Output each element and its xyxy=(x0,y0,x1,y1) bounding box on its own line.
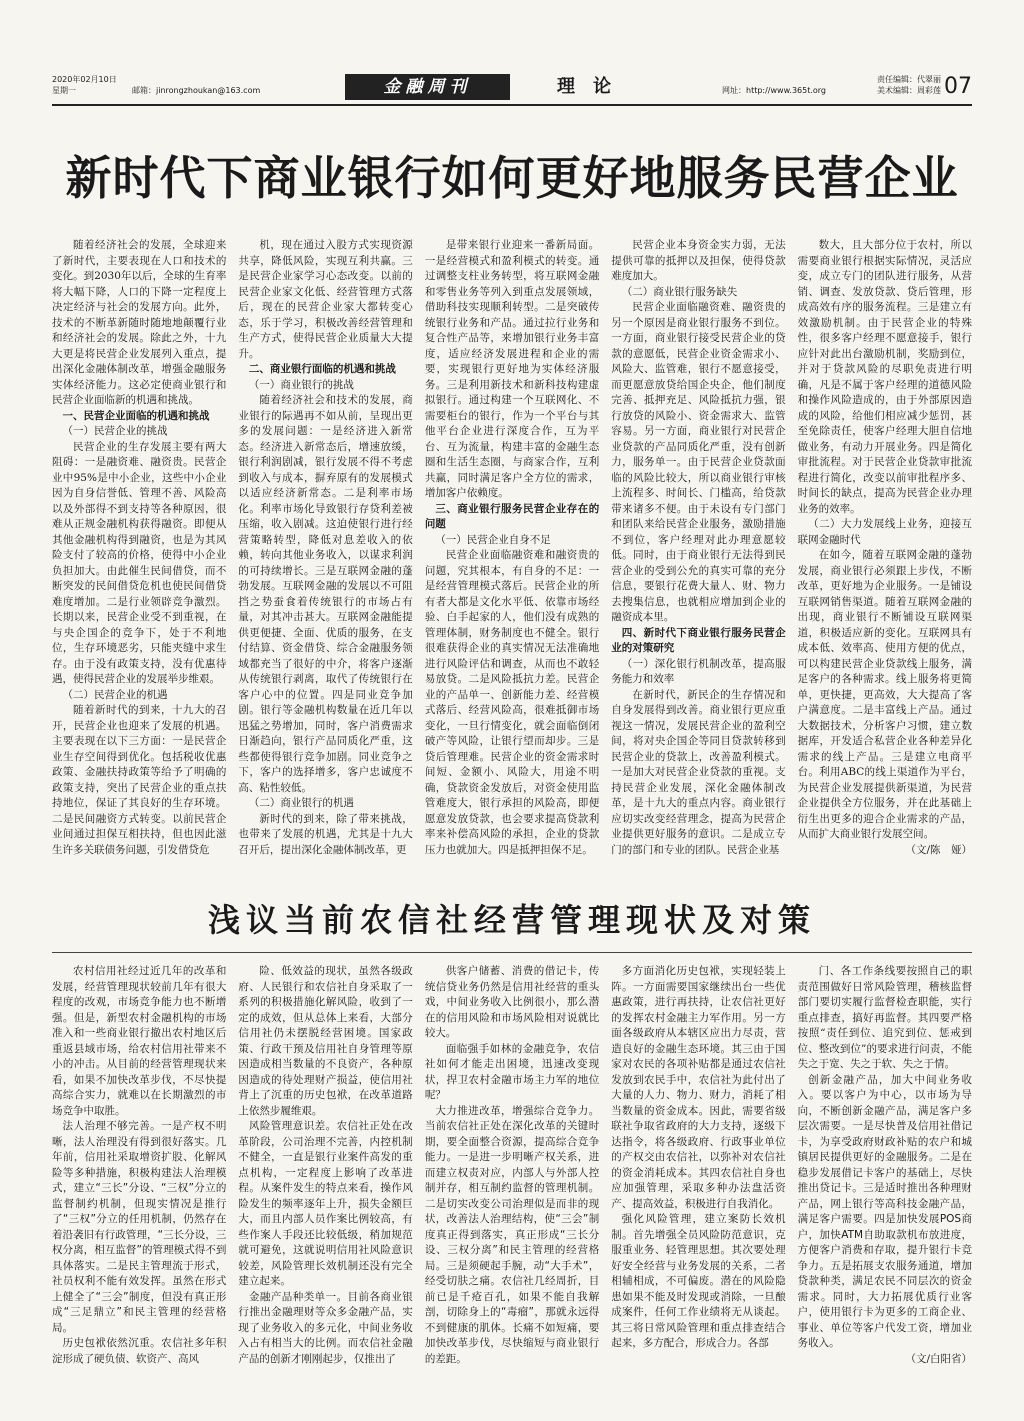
subsection-paragraph: （一）商业银行的挑战 xyxy=(248,378,354,391)
issue-date: 2020年02月10日 xyxy=(52,75,117,84)
section-heading: 一、民营企业面临的机遇和挑战 xyxy=(62,409,210,422)
paragraph: 随着经济社会的发展，全球迎来了新时代，主要表现在人口和技术的变化。到2030年以后，全球的生育率将大幅下降，人口的下降一定程度上决定经济与社会的发展方向。此外，技术的不断革新随时随地地颠覆行业和经济社会的发展。除此之外，十九大更是将民营企业发展列入重点，提出深化金融体制改革，增强金融服务实体经济能力。这必定使商业银行和民营企业面临新的机遇和挑战。 xyxy=(52,239,227,406)
subsection-paragraph: 历史包袱依然沉重。农信社多年积淀形成了硬负债、软资产、高风 xyxy=(52,1337,227,1365)
website-url: 网址：http://www.365t.org xyxy=(722,86,827,95)
art-editor: 美术编辑：周彩莲 xyxy=(877,86,941,95)
section-heading: 四、新时代下商业银行服务民营企业的对策研究 xyxy=(611,626,786,654)
paragraph: 面临强手如林的金融竞争，农信社如何才能走出困境，迅速改变现状，捍卫农村金融市场主力军的地位呢？ xyxy=(424,1042,600,1101)
author-byline: （文/白阳省） xyxy=(905,1352,973,1365)
paragraph: 险、低效益的现状，虽然各级政府、人民银行和农信社自身采取了一系列的积极措施化解风险，收到了一定的成效，但从总体上来看，大部分信用社仍未摆脱经营困境。国家政策、行政干预及信用社自身管理等原因造成相当数量的不良资产，各种原因造成的待处理财产损益，使信用社背上了沉重的历史包袱，在改革道路上依然步履维艰。 xyxy=(238,965,413,1117)
header-rule xyxy=(52,104,972,106)
paragraph: 在如今，随着互联网金融的蓬勃发展，商业银行必须跟上步伐，不断改革，更好地为企业服务。一是铺设互联网销售渠道。随着互联网金融的出现，商业银行不断铺设互联网渠道，积极适应新的变化。互联网具有成本低、效率高、使用方便的优点，可以构建民营企业贷款线上服务，满足客户的各种需求。线上服务将更简单，更快捷，更高效，大大提高了客户满意度。二是丰富线上产品。通过大数据技术，分析客户习惯，建立数据库，开发适合私营企业各种差异化需求的线上产品。三是建立电商平台。利用ABC的线上渠道作为平台，为民营企业发展提供新渠道，为民营企业提供全方位服务，并在此基础上衍生出更多的迎合企业需求的产品，从而扩大商业银行发展空间。 xyxy=(797,549,973,840)
paragraph: 机，现在通过入股方式实现资源共享，降低风险，实现互利共赢。三是民营企业家学习心态改变。以前的民营企业家文化低、经营管理方式落后，现在的民营企业家大都转变心态，乐于学习，积极改善经营管理和生产方式，使得民营企业质量大大提升。 xyxy=(238,239,413,360)
subsection-paragraph: 强化风险管理，建立案防长效机制。首先增强全员风险防范意识，克服重业务、轻管理思想。其次要处理好安全经营与业务发展的关系，二者相辅相成，不可偏废。潜在的风险隐患如果不能及时发现或消除，一旦酿成案件，任何工作业绩将无从谈起。其三将日常风险管理和重点排查结合起来，多方配合，形成合力。各部 xyxy=(611,1213,786,1349)
paragraph: 随着新时代的到来，十九大的召开，民营企业也迎来了发展的机遇。主要表现在以下三方面：一是民营企业生存空间得到优化。包括税收优惠政策、金融扶持政策等给予了明确的政策支持，突出了民营企业的重点扶持地位，保证了其良好的生存环境。二是民间融资方式转变。以前民营企业间通过担保互相扶持，但也因此滋生许多关联债务问题，引发借贷危 xyxy=(52,704,227,856)
publication-banner: 金融周刊 xyxy=(345,74,510,100)
article-2-title: 浅议当前农信社经营管理现状及对策 xyxy=(207,901,816,939)
subsection-paragraph: （二）商业银行服务缺失 xyxy=(621,285,738,298)
responsible-editor: 责任编辑：代翠丽 xyxy=(877,75,941,84)
paragraph: 是带来银行业迎来一番新局面。一是经营模式和盈利模式的转变。通过调整支柱业务转型，将互联网金融和零售业务等列入到重点发展领域，借助科技实现顺利转型。二是突破传统银行业务和产品。通过拉行业务和复合性产品等，来增加银行业务丰富度，适应经济发展进程和企业的需要，实现银行更好地为实体经济服务。三是利用新技术和新科技构建虚拟银行。通过构建一个互联网化、不需要柜台的银行，作为一个平台与其他平台企业进行深度合作，互为平台、互为流量，构建丰富的金融生态圈和生活生态圈，与商家合作，互利共赢，同时满足客户全方位的需求，增加客户依赖度。 xyxy=(424,239,600,499)
article1-column-2 xyxy=(238,238,413,856)
page-number: 07 xyxy=(944,74,972,99)
article-2-rule xyxy=(52,952,972,953)
section-heading: 三、商业银行服务民营企业存在的问题 xyxy=(424,502,600,530)
paragraph: 农村信用社经过近几年的改革和发展，经营管理现状较前几年有很大程度的改观，市场竞争能力也不断增强。但是，新型农村金融机构的市场准入和一些商业银行撤出农村地区后重返县域市场，给农村信用社带来不小的冲击。从目前的经营管理现状来看，如果不加快改革步伐，不尽快提高综合实力，就难以在长期激烈的市场竞争中取胜。 xyxy=(52,965,227,1117)
subsection-paragraph: 创新金融产品，加大中间业务收入。要以客户为中心，以市场为导向，不断创新金融产品，满足客户多层次需要。一是尽快普及信用社借记卡，为享受政府财政补贴的农户和城镇居民提供更好的金融服务。二是在稳步发展借记卡客户的基础上，尽快推出贷记卡。三是适时推出各种理财产品，网上银行等高科技金融产品，满足客户需要。四是加快发展POS商户，加快ATM自助取款机布放进度，方便客户消费和存取，提升银行卡竞争力。五是拓展支农服务通道，增加贷款种类，满足农民不同层次的资金需求。同时，大力拓展优质行业客户，使用银行卡为更多的工商企业、事业、单位等客户代发工资，增加业务收入。 xyxy=(797,1073,973,1349)
article2-column-5 xyxy=(797,964,973,1365)
article-2-body xyxy=(52,964,973,1365)
paragraph: 民营企业面临融资难、融资贵的另一个原因是商业银行服务不到位。一方面，商业银行接受民营企业的贷款的意愿低，民营企业资金需求小、风险大、监管难，银行不愿意接受，而更愿意放贷给国企央企，他们制度完善、抵押充足、风险抵抗力强，银行放贷的风险小、资金需求大、监管容易。另一方面，商业银行对民营企业贷款的产品同质化严重，没有创新力，服务单一。由于民营企业贷款面临的风险比较大，所以商业银行审核上流程多、时间长、门槛高，给贷款带来诸多不便。由于未设有专门部门和团队来给民营企业服务，激励措施不到位，客户经理对此办理意愿较低。同时，由于商业银行无法得到民营企业的受到公允的真实可靠的充分信息，要银行花费大量人、财、物力去搜集信息，也就相应增加到企业的融资成本里。 xyxy=(611,301,786,623)
page-header xyxy=(52,74,972,104)
article2-column-3 xyxy=(424,964,600,1365)
paragraph: 数大，且大部分位于农村，所以需要商业银行根据实际情况，灵活应变，成立专门的团队进行服务，从营销、调查、发放贷款、贷后管理，形成高效有序的服务流程。三是建立有效激励机制。由于民营企业的特殊性，很多客户经理不愿意接手，银行应针对此出台激励机制，奖励到位，并对于贷款风险的尽职免责进行明确，凡是不属于客户经理的道德风险和操作风险造成的，由于外部原因造成的风险，给他们相应减少惩罚，甚至免除责任，使客户经理大胆自信地做业务，有动力开展业务。四是简化审批流程。对于民营企业贷款审批流程进行简化，改变以前审批程序多、时间长的缺点，提高为民营企业办理业务的效率。 xyxy=(797,239,973,515)
subsection-paragraph: （一）深化银行机制改革，提高服务能力和效率 xyxy=(611,657,786,685)
paragraph: 在新时代，新民企的生存情况和自身发展得到改善。商业银行更应重视这一情况，发展民营企业的盈利空间，将对央企国企等同目贷款转移到民营企业的贷款上，改善盈利模式。一是加大对民营企业贷款的重视。支持民营企业发展，深化金融体制改革，是十九大的重点内容。商业银行应切实改变经营理念，提高为民营企业提供更好服务的意识。二是成立专门的部门和专业的团队。民营企业基 xyxy=(611,688,786,856)
subsection-paragraph: （一）民营企业自身不足 xyxy=(435,533,551,546)
subsection-paragraph: （二）民营企业的机遇 xyxy=(62,688,168,701)
issue-date-block xyxy=(52,74,117,96)
editor-credits xyxy=(877,74,941,96)
subsection-paragraph: 大力推进改革，增强综合竞争力。当前农信社正处在深化改革的关键时期，要全面整合资源，提高综合竞争能力。一是进一步明晰产权关系，进而建立权责对应，内部人与外部人控制并存，相互制约监督的管理机制。二是切实改变公司治理似是而非的现状，改善法人治理结构，使“三会”制度真正得到落实，真正形成“三长分设、三权分离”和民主管理的经营格局。三是须硬起手腕，动“大手术”，经受切肤之痛。农信社几经周折，目前已是千疮百孔，如果不能自我解剖，切除身上的“毒瘤”，那就永远得不到健康的肌体。长痛不如短痛，要加快改革步伐，尽快缩短与商业银行的差距。 xyxy=(424,1104,600,1365)
article-1-title: 新时代下商业银行如何更好地服务民营企业 xyxy=(65,151,959,205)
section-name: 理论 xyxy=(557,76,629,97)
article2-column-4 xyxy=(611,964,785,1350)
subsection-paragraph: （一）民营企业的挑战 xyxy=(62,425,168,437)
issue-weekday: 星期一 xyxy=(52,86,76,95)
subsection-paragraph: 法人治理不够完善。一是产权不明晰，法人治理没有得到很好落实。几年前，信用社采取增资扩股、化解风险等多种措施，积极构建法人治理模式，建立“三长”分设、“三权”分立的监督制约机制，但现实情况是推行了“三权”分立的任用机制，仍然存在着沿袭旧有行政管理，“三长分设，三权分离，相互监督”的管理模式得不到具体落实。二是民主管理流于形式，社员权利不能有效发挥。虽然在形式上健全了“三会”制度，但没有真正形成“三足鼎立”和民主管理的经营格局。 xyxy=(52,1120,227,1334)
subsection-paragraph: 风险管理意识差。农信社正处在改革阶段，公司治理不完善，内控机制不健全，一直是银行业案件高发的重点机构，一定程度上影响了改革进程。从案件发生的特点来看，操作风险发生的频率逐年上升，损失金额巨大，而且内部人员作案比例较高，有些作案人手段还比较低级，稍加规范就可避免，这就说明信用社风险意识较差，风险管理长效机制还没有完全建立起来。 xyxy=(238,1120,413,1287)
article1-column-3 xyxy=(424,238,600,856)
subsection-paragraph: 金融产品种类单一。目前各商业银行推出金融理财等众多金融产品，实现了业务收入的多元化，中间业务收入占有相当大的比例。而农信社金融产品的创新才刚刚起步，仅推出了 xyxy=(238,1290,413,1365)
paragraph: 民营企业本身资金实力弱，无法提供可靠的抵押以及担保，使得贷款难度加大。 xyxy=(611,239,786,282)
article2-column-1 xyxy=(52,964,227,1365)
paragraph: 门、各工作条线要按照自己的职责范围做好日常风险管理，稽核监督部门要切实履行监督检查职能，实行重点排查，搞好再监督。其四要严格按照“责任到位、追究到位、惩戒到位、整改到位”的要求进行问责，不能失之于宽、失之于软、失之于情。 xyxy=(797,965,973,1070)
article1-column-1 xyxy=(52,238,227,856)
article-1-body xyxy=(52,238,973,856)
contact-email: 邮箱：jinrongzhoukan@163.com xyxy=(132,86,261,95)
subsection-paragraph: （二）大力发展线上业务，迎接互联网金融时代 xyxy=(797,518,973,546)
subsection-paragraph: 多方面消化历史包袱，实现轻装上阵。一方面需要国家继续出台一些优惠政策，进行再扶持，让农信社更好的发挥农村金融主力军作用。另一方面各级政府从本辖区应出力尽责，营造良好的金融生态环境。其三由于国家对农民的各项补贴都是通过农信社发放到农民手中，农信社为此付出了大量的人力、物力、财力，消耗了相当数量的资金成本。因此，需要省级联社争取省政府的大力支持，逐级下达指令，将各级政府、行政事业单位的产权交由农信社，以弥补对农信社的资金消耗成本。其四农信社自身也应加强管理，采取多种办法盘活资产、提高效益，积极进行自我消化。 xyxy=(611,965,786,1210)
paragraph: 民营企业的生存发展主要有两大阻碍：一是融资难、融资贵。民营企业中95%是中小企业，这些中小企业因为自身信誉低、管理不善、风险高以及外部得不到支持等各种原因，很难从正规金融机构获得融资。即便从其他金融机构得到融资，也是为其风险支付了较高的价格，使得中小企业负担加大。由此催生民间借贷，而不断突发的民间借贷危机也使民间借贷难度增加。二是行业领辟竞争激烈。长期以来，民营企业受不到重视，在与央企国企的竞争下，处于不利地位，生存环境恶劣，只能夹缝中求生存。由于没有政策支持，没有优惠待遇，使得民营企业的发展举步维艰。 xyxy=(52,440,227,685)
author-byline: （文/陈 娅） xyxy=(905,843,973,856)
section-heading: 二、商业银行面临的机遇和挑战 xyxy=(248,363,396,375)
article1-column-5 xyxy=(797,238,973,856)
subsection-paragraph: （二）商业银行的机遇 xyxy=(248,797,354,809)
paragraph: 供客户储蓄、消费的借记卡，传统信贷业务仍然是信用社经营的重头戏，中间业务收入比例很小，那么潜在的信用风险和市场风险相对说就比较大。 xyxy=(424,965,600,1039)
paragraph: 随着经济社会和技术的发展，商业银行的际遇再不如从前，呈现出更多的发展问题：一是经济进入新常态。经济进入新常态后，增速放缓，银行利润剧减，银行发展不得不考虑到收入与成本，摒弃原有的发展模式以适应经济新常态。二是利率市场化。利率市场化导致银行存贷利差被压缩，收入剧减。这迫使银行进行经营策略转型，降低对息差收入的依赖，转向其他业务收入，以谋求利润的可持续增长。三是互联网金融的蓬勃发展。互联网金融的发展以不可阻挡之势蚕食着传统银行的市场占有量，对其冲击甚大。互联网金融能提供更便捷、全面、优质的服务，在支付结算、资金借贷、综合金融服务领域都充当了很好的中介，将客户逐渐从传统银行剥离，取代了传统银行在客户心中的位置。四是同业竞争加剧。银行等金融机构数量在近几年以迅猛之势增加，同时，客户消费需求日渐趋向，银行产品同质化严重，这些都使得银行竞争加剧。同业竞争之下，客户的选择增多，客户忠诚度不高、粘性较低。 xyxy=(238,394,413,794)
article2-column-2 xyxy=(238,964,413,1365)
paragraph: 民营企业面临融资难和融资贵的问题，究其根本，有自身的不足：一是经营管理模式落后。民营企业的所有者大都是文化水平低、依靠市场经验、白手起家的人，他们没有成熟的管理体制，财务制度也不健全。银行很难获得企业的真实情况无法准确地进行风险评估和调查，从而也不敢轻易放贷。二是风险抵抗力差。民营企业的产品单一、创新能力差、经营模式落后、经营风险高，很难抵御市场变化，一旦行情变化，就会面临倒闭破产等风险，让银行望而却步。三是贷后管理难。民营企业的资金需求时间短、金额小、风险大，用途不明确，贷款资金发放后，对资金使用监管难度大，银行承担的风险高，即便愿意发放贷款，也会要求提高贷款利率来补偿高风险的承担，企业的贷款压力也就加大。四是抵押担保不足。 xyxy=(424,549,600,856)
article1-column-4 xyxy=(611,238,786,856)
paragraph: 新时代的到来，除了带来挑战，也带来了发展的机遇，尤其是十九大召开后，提出深化金融体制改革，更 xyxy=(238,812,413,856)
